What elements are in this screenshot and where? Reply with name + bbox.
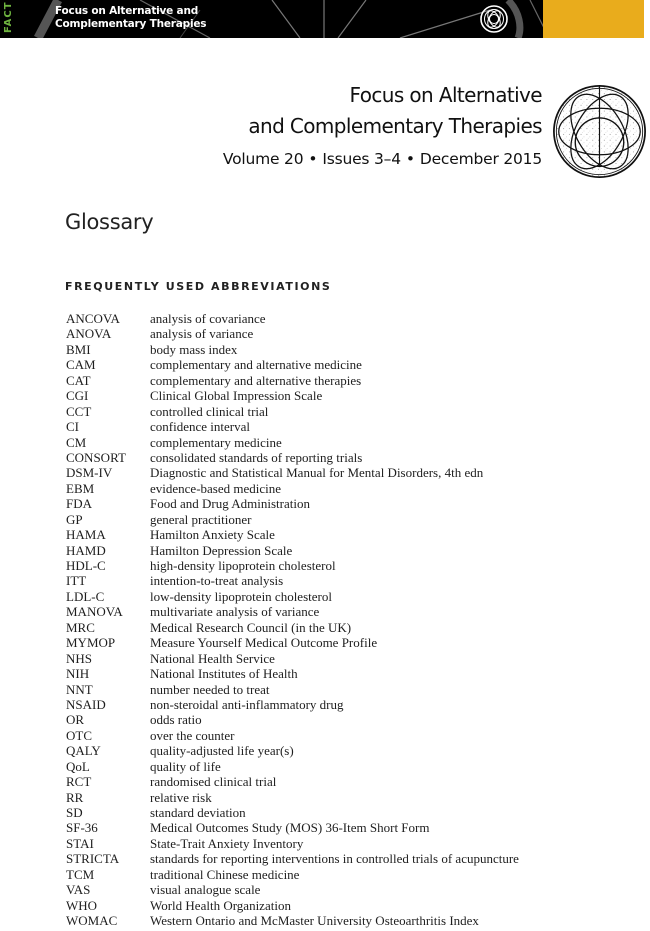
abbreviation-term: WOMAC	[66, 913, 118, 929]
abbreviation-term: NIH	[66, 666, 90, 682]
list-item	[66, 373, 519, 388]
list-item	[66, 759, 519, 774]
abbreviation-definition: number needed to treat	[150, 681, 270, 697]
list-item	[66, 913, 519, 928]
list-item	[66, 450, 519, 465]
abbreviation-term: CM	[66, 434, 87, 450]
journal-title-line-1: Focus on Alternative	[349, 83, 542, 107]
abbreviation-definition: complementary and alternative medicine	[150, 357, 362, 373]
list-item	[66, 357, 519, 372]
abbreviation-term: ANCOVA	[66, 311, 120, 326]
banner-accent-block	[543, 0, 644, 38]
abbreviation-definition: standard deviation	[150, 805, 246, 820]
list-item	[66, 481, 519, 496]
abbreviation-term: SD	[66, 805, 83, 820]
volume-label: Volume 20	[222, 150, 304, 168]
list-item	[66, 388, 519, 403]
banner-journal-title	[55, 5, 206, 31]
abbreviation-definition: Diagnostic and Statistical Manual for Mental Disorders, 4th edn	[150, 465, 484, 481]
abbreviation-term: OTC	[66, 727, 92, 743]
list-item	[66, 465, 519, 480]
abbreviation-term: CCT	[66, 403, 92, 419]
abbreviation-definition: Western Ontario and McMaster University Osteoarthritis Index	[150, 913, 479, 929]
date-label: December 2015	[419, 150, 542, 168]
list-item	[66, 651, 519, 666]
abbreviation-definition: Measure Yourself Medical Outcome Profile	[150, 635, 378, 651]
list-item	[66, 573, 519, 588]
abbreviation-term: TCM	[66, 866, 95, 882]
abbreviation-term: NNT	[66, 681, 93, 697]
journal-emblem-icon	[479, 4, 509, 34]
abbreviation-definition: body mass index	[150, 341, 238, 357]
abbreviation-term: HDL-C	[66, 558, 106, 573]
journal-banner	[0, 0, 650, 38]
abbreviation-definition: Medical Outcomes Study (MOS) 36-Item Short Form	[150, 820, 430, 836]
abbreviation-term: HAMD	[66, 542, 106, 558]
issue-info	[223, 150, 542, 168]
journal-emblem-icon	[551, 81, 648, 182]
abbreviation-term: STAI	[66, 835, 94, 851]
abbreviation-list	[66, 311, 519, 929]
abbreviation-definition: Medical Research Council (in the UK)	[150, 619, 352, 635]
list-item	[66, 558, 519, 573]
list-item	[66, 774, 519, 789]
abbreviation-term: NHS	[66, 650, 93, 666]
abbreviation-term: CAT	[66, 372, 91, 388]
journal-title	[248, 80, 542, 142]
abbreviation-term: MRC	[66, 619, 95, 635]
list-item	[66, 589, 519, 604]
abbreviation-term: OR	[66, 712, 85, 728]
abbreviation-term: CAM	[66, 357, 96, 373]
abbreviation-term: EBM	[66, 480, 95, 496]
abbreviation-term: SF-36	[66, 820, 98, 836]
abbreviation-definition: State-Trait Anxiety Inventory	[150, 835, 304, 851]
list-item	[66, 898, 519, 913]
list-item	[66, 712, 519, 727]
abbreviation-definition: Food and Drug Administration	[150, 496, 310, 512]
journal-title-line-2: and Complementary Therapies	[248, 114, 542, 138]
abbreviation-definition: relative risk	[150, 789, 212, 805]
abbreviation-term: VAS	[66, 882, 91, 898]
list-item	[66, 342, 519, 357]
abbreviation-definition: non-steroidal anti-inflammatory drug	[150, 696, 344, 712]
abbreviation-definition: general practitioner	[150, 511, 252, 527]
abbreviation-term: MANOVA	[66, 604, 123, 620]
abbreviation-definition: traditional Chinese medicine	[150, 866, 300, 882]
list-item	[66, 666, 519, 681]
abbreviation-definition: randomised clinical trial	[150, 774, 277, 790]
abbreviation-term: DSM-IV	[66, 465, 113, 481]
issues-label: Issues 3–4	[322, 150, 401, 168]
list-item	[66, 404, 519, 419]
abbreviation-term: FDA	[66, 496, 93, 512]
abbreviation-definition: World Health Organization	[150, 897, 291, 913]
list-item	[66, 620, 519, 635]
abbreviation-definition: Clinical Global Impression Scale	[150, 388, 323, 404]
abbreviation-definition: multivariate analysis of variance	[150, 604, 320, 620]
abbreviation-definition: intention-to-treat analysis	[150, 573, 284, 589]
abbreviation-definition: visual analogue scale	[150, 882, 261, 898]
abbreviation-definition: odds ratio	[150, 712, 202, 728]
abbreviation-definition: analysis of variance	[150, 326, 254, 342]
list-item	[66, 311, 519, 326]
abbreviation-definition: Hamilton Anxiety Scale	[150, 527, 275, 543]
abbreviation-term: QoL	[66, 758, 90, 774]
list-item	[66, 604, 519, 619]
list-item	[66, 635, 519, 650]
banner-title-line-2: Complementary Therapies	[55, 18, 207, 30]
list-item	[66, 496, 519, 511]
list-item	[66, 682, 519, 697]
abbreviation-term: ITT	[66, 573, 87, 589]
abbreviation-term: CI	[66, 419, 79, 435]
list-item	[66, 836, 519, 851]
abbreviation-definition: controlled clinical trial	[150, 403, 269, 419]
abbreviation-term: STRICTA	[66, 851, 120, 867]
list-item	[66, 512, 519, 527]
abbreviation-term: GP	[66, 511, 83, 527]
abbreviation-definition: complementary medicine	[150, 434, 282, 450]
abbreviation-term: RR	[66, 789, 84, 805]
list-item	[66, 527, 519, 542]
abbreviation-definition: quality of life	[150, 758, 221, 774]
abbreviation-definition: standards for reporting interventions in controlled trials of acupuncture	[150, 851, 519, 867]
abbreviation-definition: National Health Service	[150, 650, 275, 666]
abbreviation-definition: low-density lipoprotein cholesterol	[150, 588, 332, 604]
abbreviation-term: LDL-C	[66, 588, 105, 604]
list-item	[66, 326, 519, 341]
abbreviation-definition: Hamilton Depression Scale	[150, 542, 293, 558]
list-item	[66, 867, 519, 882]
list-item	[66, 419, 519, 434]
list-item	[66, 743, 519, 758]
abbreviation-term: QALY	[66, 743, 101, 759]
abbreviation-term: HAMA	[66, 527, 106, 543]
list-item	[66, 543, 519, 558]
abbreviation-definition: quality-adjusted life year(s)	[150, 743, 294, 759]
list-item	[66, 882, 519, 897]
abbreviation-definition: analysis of covariance	[150, 311, 266, 326]
abbreviation-definition: complementary and alternative therapies	[150, 372, 362, 388]
list-item	[66, 697, 519, 712]
list-item	[66, 820, 519, 835]
banner-title-line-1: Focus on Alternative and	[55, 5, 199, 17]
abbreviation-term: WHO	[66, 897, 98, 913]
banner-side-label: FACT	[3, 1, 14, 33]
list-item	[66, 435, 519, 450]
page-title: Glossary	[65, 210, 154, 234]
list-item	[66, 805, 519, 820]
list-item	[66, 728, 519, 743]
abbreviation-definition: confidence interval	[150, 419, 250, 435]
list-item	[66, 851, 519, 866]
issue-separator: •	[308, 150, 318, 168]
abbreviation-term: CGI	[66, 388, 89, 404]
abbreviation-term: ANOVA	[66, 326, 112, 342]
abbreviation-definition: evidence-based medicine	[150, 480, 282, 496]
list-item	[66, 790, 519, 805]
abbreviation-term: RCT	[66, 774, 92, 790]
abbreviation-definition: high-density lipoprotein cholesterol	[150, 558, 336, 573]
abbreviation-term: CONSORT	[66, 449, 126, 465]
issue-separator: •	[405, 150, 415, 168]
abbreviation-definition: over the counter	[150, 727, 235, 743]
abbreviation-definition: National Institutes of Health	[150, 666, 298, 682]
section-heading: FREQUENTLY USED ABBREVIATIONS	[65, 280, 332, 293]
abbreviation-term: NSAID	[66, 696, 106, 712]
abbreviation-term: MYMOP	[66, 635, 116, 651]
abbreviation-definition: consolidated standards of reporting trials	[150, 449, 363, 465]
abbreviation-term: BMI	[66, 341, 91, 357]
banner-edge	[644, 0, 650, 38]
